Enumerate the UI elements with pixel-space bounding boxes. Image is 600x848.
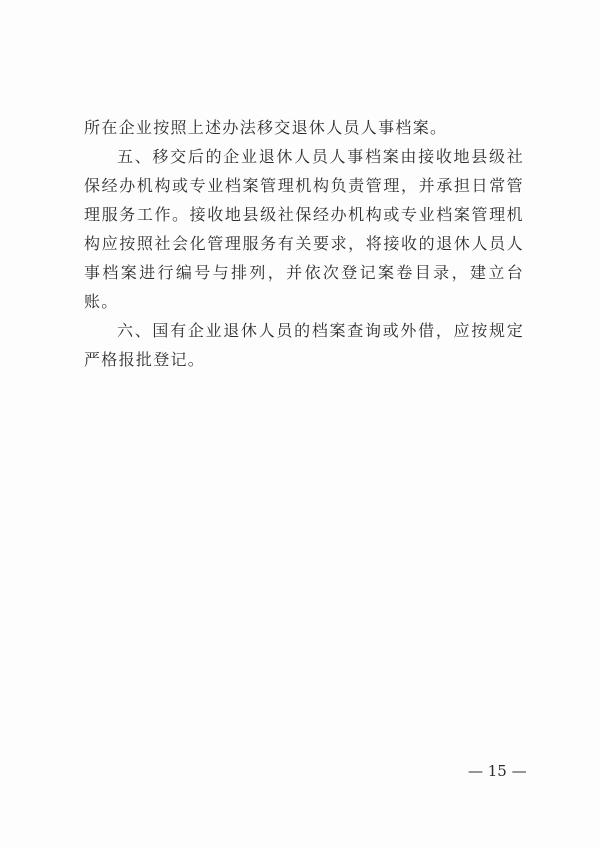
body-text (84, 113, 524, 374)
paragraph-item-six: 六、国有企业退休人员的档案查询或外借，应按规定严格报批登记。 (84, 321, 524, 369)
paragraph-continuation: 所在企业按照上述办法移交退休人员人事档案。 (84, 118, 448, 137)
page-number: — 15 — (468, 762, 527, 780)
paragraph-item-five: 五、移交后的企业退休人员人事档案由接收地县级社保经办机构或专业档案管理机构负责管理，并承担日常管理服务工作。接收地县级社保经办机构或专业档案管理机构应按照社会化管理服务有关要求，将接收的退休人员人事档案进行编号与排列，并依次登记案卷目录，建立台账。 (84, 147, 524, 311)
